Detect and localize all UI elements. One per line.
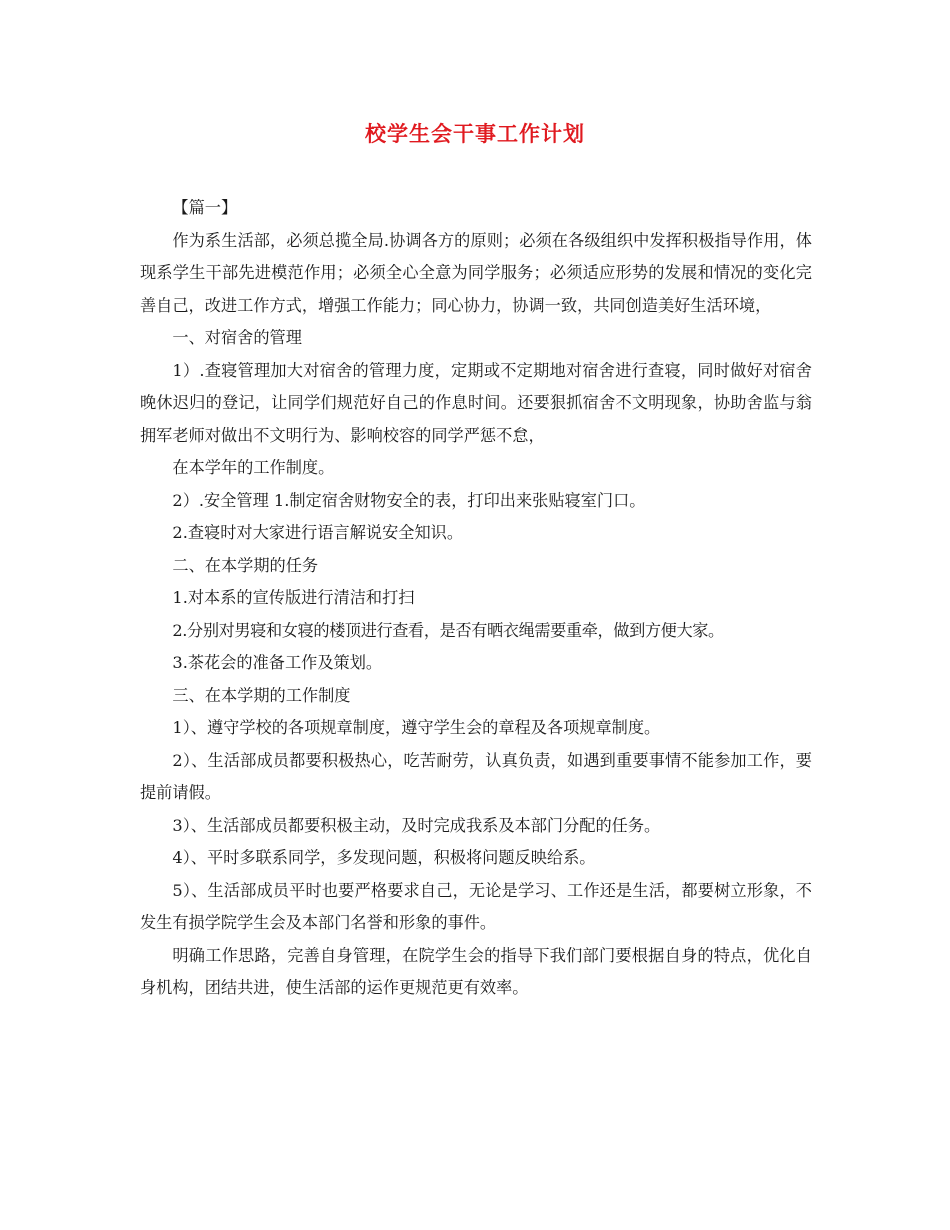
task-item-1: 1.对本系的宣传版进行清洁和打扫	[172, 588, 415, 607]
rule-item-2: 2）、生活部成员都要积极热心，吃苦耐劳，认真负责，如遇到重要事情不能参加工作，要提前请假。	[140, 750, 812, 802]
document-body	[140, 192, 812, 1005]
section-heading-work-system: 三、在本学期的工作制度	[172, 685, 351, 705]
task-item-2: 2.分别对男寝和女寝的楼顶进行查看，是否有晒衣绳需要重牵，做到方便大家。	[172, 620, 724, 640]
rule-item-4: 4）、平时多联系同学，多发现问题，积极将问题反映给系。	[172, 848, 596, 867]
section-heading-part-one: 【篇一】	[172, 198, 238, 217]
document-title: 校学生会干事工作计划	[365, 121, 585, 146]
paragraph-intro: 作为系生活部，必须总揽全局.协调各方的原则；必须在各级组织中发挥积极指导作用，体现系学生干部先进模范作用；必须全心全意为同学服务；必须适应形势的发展和情况的变化完善自己，改进工作方式，增强工作能力；同心协力，协调一致，共同创造美好生活环境，	[140, 230, 812, 315]
paragraph-work-system-note: 在本学年的工作制度。	[172, 458, 335, 477]
paragraph-safety-management: 2）.安全管理 1.制定宿舍财物安全的表，打印出来张贴寝室门口。	[172, 490, 646, 510]
task-item-3: 3.茶花会的准备工作及策划。	[172, 653, 383, 672]
section-heading-tasks: 二、在本学期的任务	[172, 555, 319, 575]
paragraph-conclusion: 明确工作思路，完善自身管理，在院学生会的指导下我们部门要根据自身的特点，优化自身机构，团结共进，使生活部的运作更规范更有效率。	[140, 945, 812, 997]
rule-item-5: 5）、生活部成员平时也要严格要求自己，无论是学习、工作还是生活，都要树立形象，不发生有损学院学生会及本部门名誉和形象的事件。	[140, 880, 812, 932]
paragraph-inspection: 1）.查寝管理加大对宿舍的管理力度，定期或不定期地对宿舍进行查寝，同时做好对宿舍晚休迟归的登记，让同学们规范好自己的作息时间。还要狠抓宿舍不文明现象，协助舍监与翁拥军老师对做出不文明行为、影响校容的同学严惩不怠，	[140, 360, 812, 445]
rule-item-1: 1）、遵守学校的各项规章制度，遵守学生会的章程及各项规章制度。	[172, 718, 661, 737]
section-heading-dormitory: 一、对宿舍的管理	[172, 328, 302, 347]
paragraph-safety-knowledge: 2.查寝时对大家进行语言解说安全知识。	[172, 523, 464, 542]
rule-item-3: 3）、生活部成员都要积极主动，及时完成我系及本部门分配的任务。	[172, 815, 661, 835]
